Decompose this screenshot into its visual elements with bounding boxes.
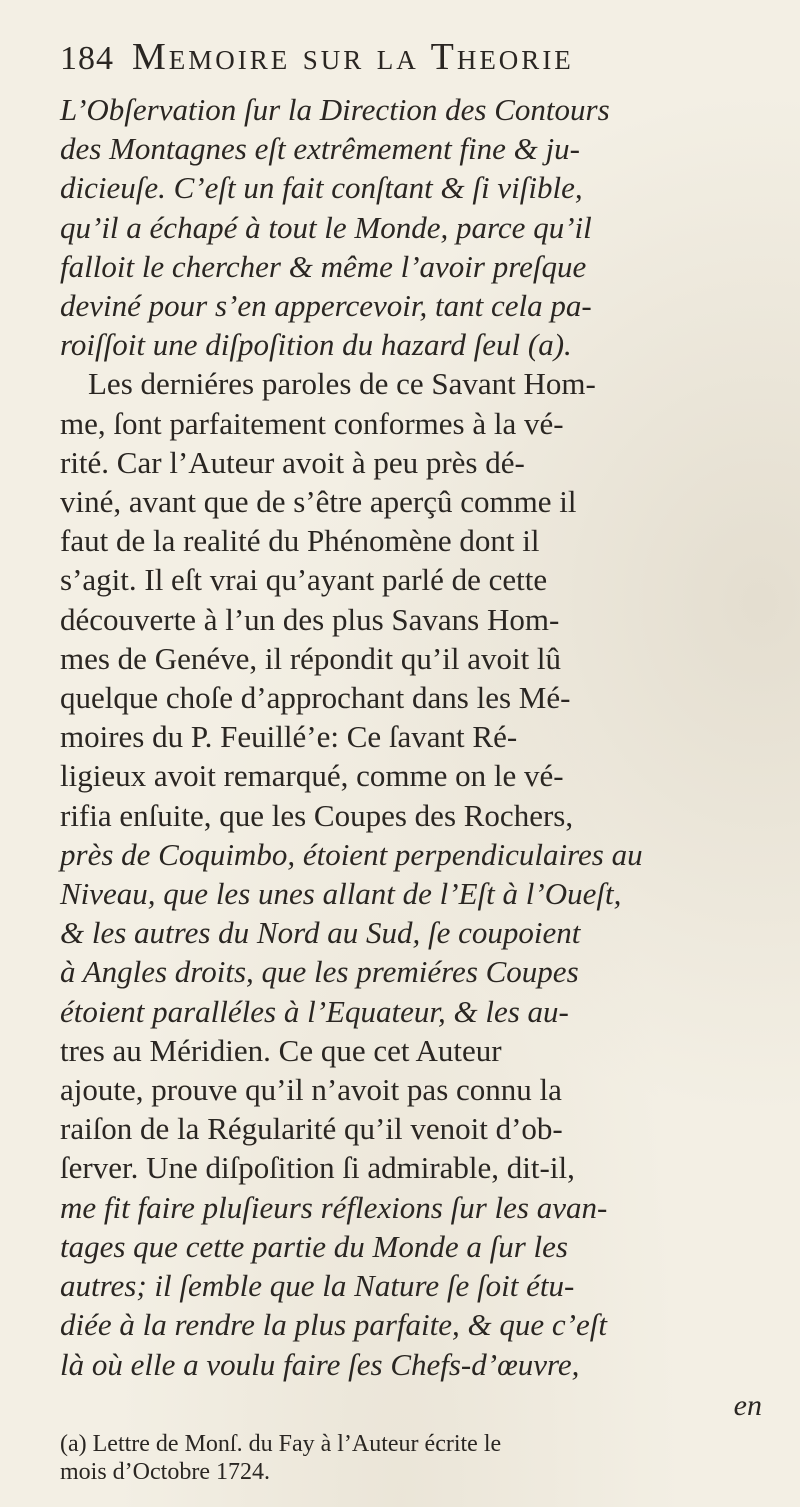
text-line: falloit le chercher & même l’avoir preſque <box>60 248 587 284</box>
text-line: faut de la realité du Phénomène dont il <box>60 523 540 559</box>
footnote-line: (a) Lettre de Monſ. du Fay à l’Auteur écrite le <box>60 1430 502 1457</box>
text-line: deviné pour s’en appercevoir, tant cela pa- <box>60 288 592 324</box>
text-line: découverte à l’un des plus Savans Hom- <box>60 601 560 637</box>
text-line: mes de Genéve, il répondit qu’il avoit lû <box>60 640 562 676</box>
text-line: rifia enſuite, que les Coupes des Rochers, <box>60 797 574 833</box>
text-line: dicieuſe. C’eſt un fait conſtant & ſi viſible, <box>60 170 583 206</box>
text-line: viné, avant que de s’être aperçû comme il <box>60 484 577 520</box>
text-line: autres; il ſemble que la Nature ſe ſoit étu- <box>60 1268 575 1304</box>
text-line: rité. Car l’Auteur avoit à peu près dé- <box>60 444 525 480</box>
text-line: ſerver. Une diſpoſition ſi admirable, dit-il, <box>60 1150 575 1186</box>
page-header <box>60 38 780 76</box>
text-line: me, ſont parfaitement conformes à la vé- <box>60 405 564 441</box>
text-line: me fit faire pluſieurs réflexions ſur les avan- <box>60 1189 608 1225</box>
text-line: tages que cette partie du Monde a ſur les <box>60 1228 568 1264</box>
text-line: près de Coquimbo, étoient perpendiculaires au <box>60 836 643 872</box>
text-line: & les autres du Nord au Sud, ſe coupoient <box>60 915 581 951</box>
text-line: s’agit. Il eſt vrai qu’ayant parlé de cette <box>60 562 548 598</box>
text-line: là où elle a voulu faire ſes Chefs-d’œuvre, <box>60 1346 580 1382</box>
running-title: Memoire sur la Theorie <box>132 36 574 78</box>
text-line: roiſſoit une diſpoſition du hazard ſeul (a). <box>60 327 572 363</box>
text-line: diée à la rendre la plus parfaite, & que c’eſt <box>60 1307 607 1343</box>
text-line: Les derniéres paroles de ce Savant Hom- <box>88 366 596 402</box>
text-line: qu’il a échapé à tout le Monde, parce qu’il <box>60 209 592 245</box>
footnote-line: mois d’Octobre 1724. <box>60 1458 270 1485</box>
text-line: L’Obſervation ſur la Direction des Contours <box>60 92 610 127</box>
text-line: ligieux avoit remarqué, comme on le vé- <box>60 758 564 794</box>
body-text <box>60 90 780 1426</box>
text-line: tres au Méridien. Ce que cet Auteur <box>60 1032 502 1068</box>
text-line: moires du P. Feuillé’e: Ce ſavant Ré- <box>60 719 518 755</box>
footnote <box>60 1430 780 1486</box>
text-line: raiſon de la Régularité qu’il venoit d’ob- <box>60 1111 563 1147</box>
catchword: en <box>733 1388 762 1422</box>
text-line: Niveau, que les unes allant de l’Eſt à l’Oueſt, <box>60 876 622 912</box>
text-line: des Montagnes eſt extrêmement fine & ju- <box>60 131 580 167</box>
text-line: étoient paralléles à l’Equateur, & les au- <box>60 993 569 1029</box>
text-line: ajoute, prouve qu’il n’avoit pas connu la <box>60 1072 562 1108</box>
text-line: à Angles droits, que les premiéres Coupes <box>60 954 579 990</box>
text-line: quelque choſe d’approchant dans les Mé- <box>60 680 571 716</box>
page-number: 184 <box>60 40 114 77</box>
